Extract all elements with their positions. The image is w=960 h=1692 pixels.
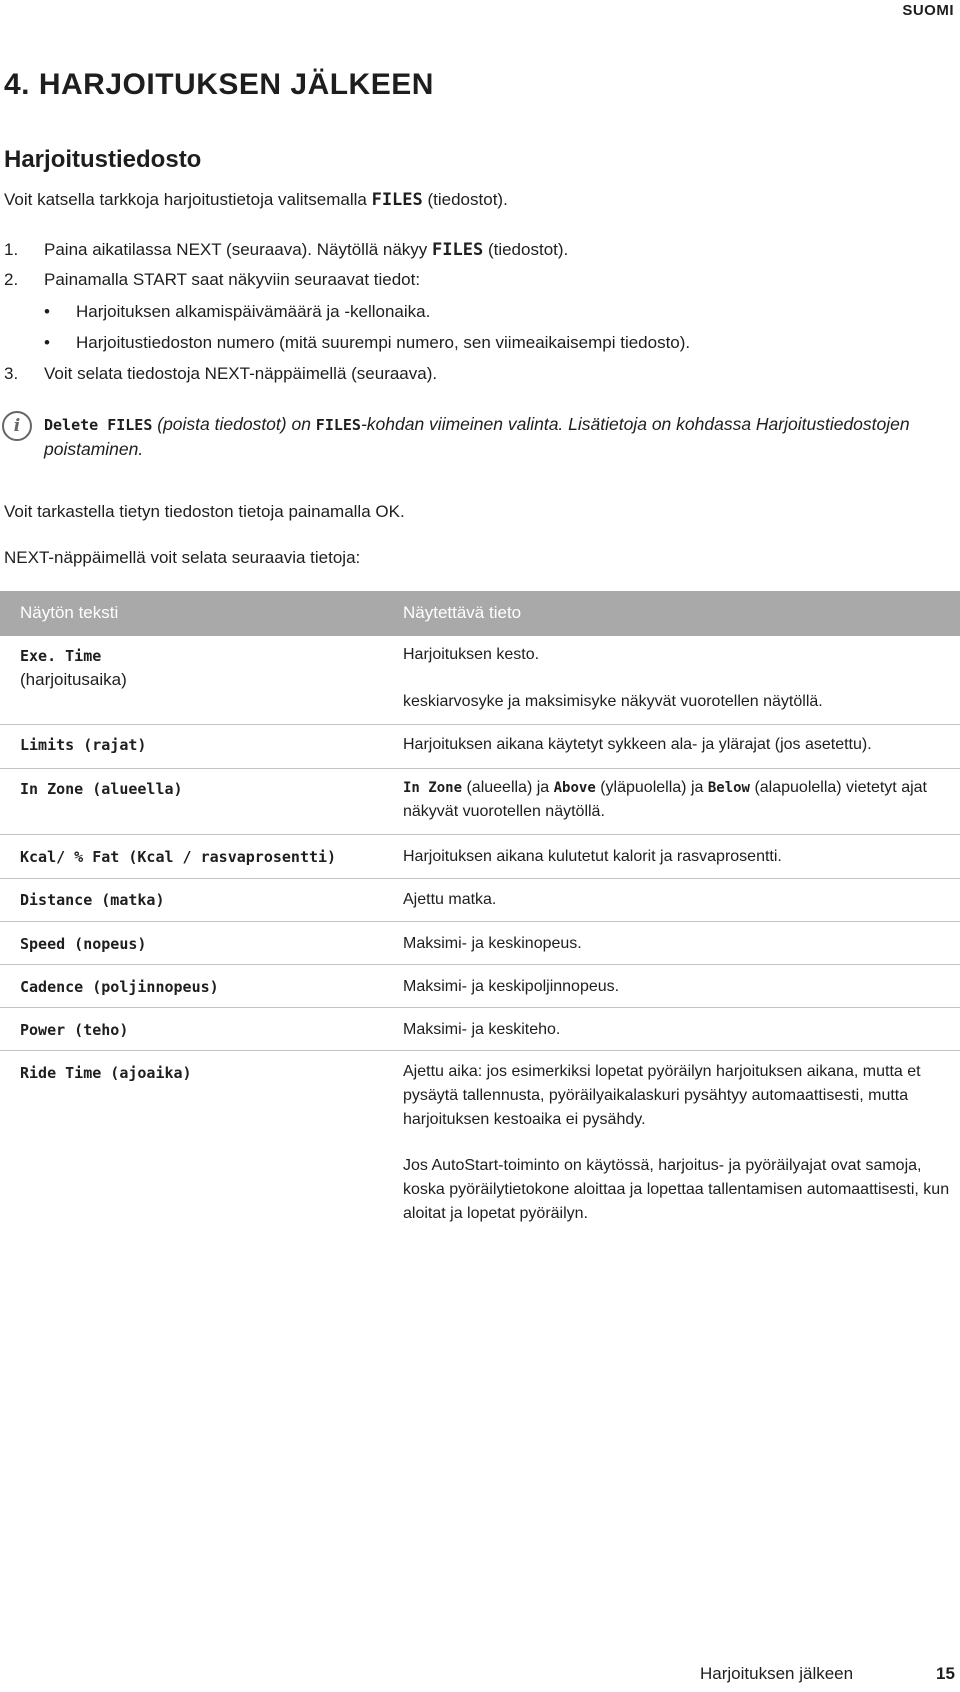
- column-header-display-text: Näytön teksti: [20, 603, 119, 622]
- table-row-label: Cadence (poljinnopeus): [20, 978, 219, 996]
- chapter-title: 4. HARJOITUKSEN JÄLKEEN: [4, 68, 434, 101]
- bullet-mark: •: [44, 302, 50, 321]
- paragraph-next: NEXT-näppäimellä voit selata seuraavia tietoja:: [4, 548, 361, 567]
- bullet-1-text: Harjoituksen alkamispäivämäärä ja -kellonaika.: [76, 302, 431, 321]
- table-row-value: In Zone (alueella) ja Above (yläpuolella) ja Below (alapuolella) vietetyt ajat näkyvät vuorotellen näytöllä.: [403, 779, 927, 820]
- step-3-text: Voit selata tiedostoja NEXT-näppäimellä (seuraava).: [44, 364, 438, 383]
- note-text: Delete FILES (poista tiedostot) on FILES-kohdan viimeinen valinta. Lisätietoja on kohdassa Harjoitustiedostojen poistaminen.: [44, 414, 910, 459]
- column-header-shown-info: Näytettävä tieto: [403, 603, 522, 622]
- footer-section-title: Harjoituksen jälkeen: [700, 1664, 854, 1683]
- step-1-number: 1.: [4, 240, 19, 259]
- table-row-label: Ride Time (ajoaika): [20, 1064, 192, 1082]
- table-row-label: Exe. Time: [20, 647, 102, 665]
- table-row-value: Harjoituksen kesto.: [403, 646, 540, 663]
- files-term: FILES: [371, 190, 423, 210]
- bullet-2-text: Harjoitustiedoston numero (mitä suurempi numero, sen viimeaikaisempi tiedosto).: [76, 333, 691, 352]
- paragraph-ok: Voit tarkastella tietyn tiedoston tietoja painamalla OK.: [4, 502, 405, 521]
- info-icon: i: [2, 411, 32, 441]
- language-label: SUOMI: [902, 2, 954, 19]
- table-row-value: Jos AutoStart-toiminto on käytössä, harjoitus- ja pyöräilyajat ovat samoja, koska pyöräilytietokone aloittaa ja lopettaa tallentamisen automaattisesti, kun aloitat ja lopetat pyöräilyn.: [403, 1157, 950, 1222]
- step-3-number: 3.: [4, 364, 19, 383]
- step-2-text: Painamalla START saat näkyviin seuraavat tiedot:: [44, 270, 421, 289]
- delete-files-term: Delete FILES: [44, 416, 153, 434]
- files-term: FILES: [315, 416, 361, 434]
- table-row-value: Harjoituksen aikana kulutetut kalorit ja rasvaprosentti.: [403, 848, 782, 865]
- table-divider: [0, 1050, 960, 1051]
- table-row-value: Ajettu matka.: [403, 891, 497, 908]
- table-divider: [0, 964, 960, 965]
- table-row-label: Limits (rajat): [20, 736, 147, 754]
- table-row-label: Power (teho): [20, 1021, 129, 1039]
- table-row-label: Kcal/ % Fat (Kcal / rasvaprosentti): [20, 848, 337, 866]
- table-divider: [0, 1007, 960, 1008]
- table-row-label: Speed (nopeus): [20, 935, 147, 953]
- table-divider: [0, 724, 960, 725]
- table-row-value: Maksimi- ja keskiteho.: [403, 1021, 561, 1038]
- table-row-value: Harjoituksen aikana käytetyt sykkeen ala- ja ylärajat (jos asetettu).: [403, 736, 872, 753]
- table-row-value: Maksimi- ja keskipoljinnopeus.: [403, 978, 620, 995]
- table-divider: [0, 768, 960, 769]
- table-divider: [0, 878, 960, 879]
- section-title: Harjoitustiedosto: [4, 146, 202, 173]
- table-divider: [0, 921, 960, 922]
- table-row-value: keskiarvosyke ja maksimisyke näkyvät vuorotellen näytöllä.: [403, 693, 823, 710]
- files-term: FILES: [432, 240, 484, 260]
- table-row-label: Distance (matka): [20, 891, 165, 909]
- bullet-mark: •: [44, 333, 50, 352]
- table-divider: [0, 834, 960, 835]
- table-row-value: Maksimi- ja keskinopeus.: [403, 935, 582, 952]
- table-header: [0, 591, 960, 636]
- table-row-label: In Zone (alueella): [20, 780, 183, 798]
- table-row-sublabel: (harjoitusaika): [20, 670, 127, 689]
- table-row-value: Ajettu aika: jos esimerkiksi lopetat pyöräilyn harjoituksen aikana, mutta et pysäytä tallennusta, pyöräilyaikalaskuri pysähtyy automaattisesti, mutta harjoituksen kestoaika ei pysähdy.: [403, 1063, 921, 1128]
- page-number: 15: [936, 1664, 955, 1683]
- intro-paragraph: Voit katsella tarkkoja harjoitustietoja valitsemalla FILES (tiedostot).: [4, 190, 508, 210]
- step-2-number: 2.: [4, 270, 19, 289]
- step-1-text: Paina aikatilassa NEXT (seuraava). Näytöllä näkyy FILES (tiedostot).: [44, 240, 569, 260]
